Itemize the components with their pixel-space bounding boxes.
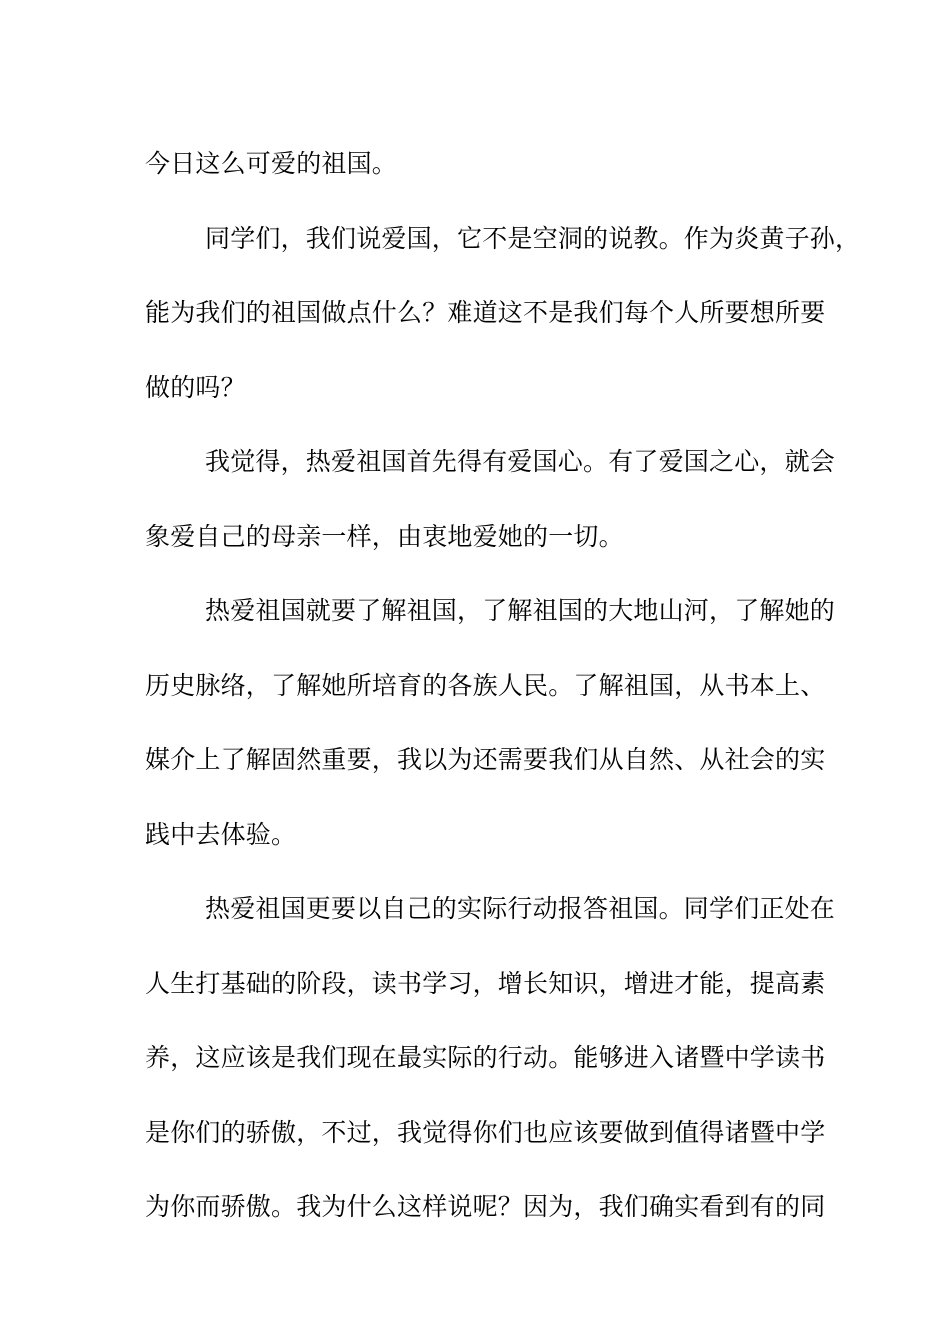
document-body	[145, 127, 861, 1245]
text-line: 媒介上了解固然重要，我以为还需要我们从自然、从社会的实	[145, 745, 826, 774]
text-line: 养，这应该是我们现在最实际的行动。能够进入诸暨中学读书	[145, 1043, 826, 1072]
text-line: 做的吗？	[145, 372, 246, 402]
text-line: 同学们，我们说爱国，它不是空洞的说教。作为炎黄子孙，	[205, 223, 861, 253]
text-line: 热爱祖国就要了解祖国，了解祖国的大地山河，了解她的	[205, 596, 836, 625]
text-line: 热爱祖国更要以自己的实际行动报答祖国。同学们正处在	[205, 894, 836, 923]
text-line: 践中去体验。	[145, 819, 297, 849]
text-line: 今日这么可爱的祖国。	[145, 149, 398, 178]
text-line: 能为我们的祖国做点什么？难道这不是我们每个人所要想所要	[145, 298, 826, 327]
text-line: 我觉得，热爱祖国首先得有爱国心。有了爱国之心，就会	[205, 447, 836, 476]
text-line: 人生打基础的阶段，读书学习，增长知识，增进才能，提高素	[145, 968, 826, 998]
text-line: 为你而骄傲。我为什么这样说呢？因为，我们确实看到有的同	[145, 1192, 826, 1221]
text-line: 是你们的骄傲，不过，我觉得你们也应该要做到值得诸暨中学	[145, 1117, 826, 1147]
text-line: 象爱自己的母亲一样，由衷地爱她的一切。	[145, 521, 624, 551]
text-line: 历史脉络，了解她所培育的各族人民。了解祖国，从书本上、	[145, 670, 826, 700]
